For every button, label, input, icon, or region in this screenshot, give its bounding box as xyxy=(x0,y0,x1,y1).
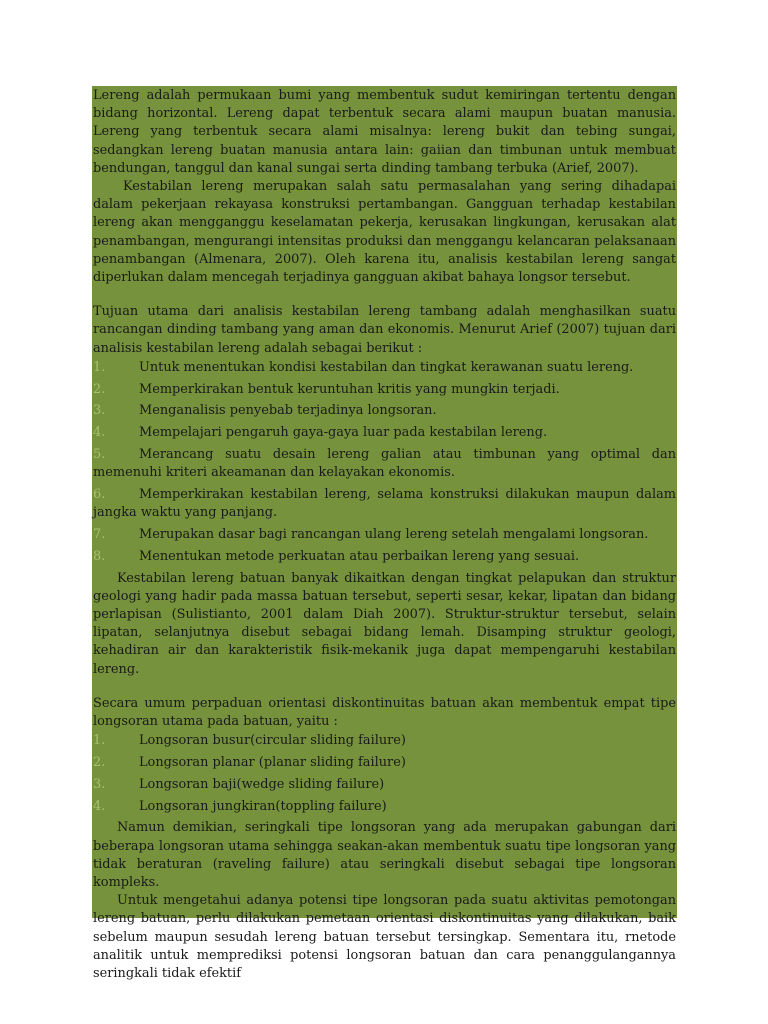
list-item-number: 4. xyxy=(93,425,106,441)
list-item-text: Untuk menentukan kondisi kestabilan dan tingkat kerawanan suatu lereng. xyxy=(139,359,634,375)
list-item-number: 1. xyxy=(93,359,106,375)
paragraph-2: Kestabilan lereng merupakan salah satu permasalahan yang sering dihadapai dalam pekerjaan rekayasa konstruksi pertambangan. Gangguan terhadap kestabilan lereng akan mengganggu keselamatan pekerja, kerusakan lingkungan, kerusakan alat penambangan, mengurangi intensitas produksi dan menggangu kelancaran pelaksanaan penambangan (Almenara, 2007). Oleh karena itu, analisis kestabilan lereng sangat diperlukan dalam mencegah terjadinya gangguan akibat bahaya longsor tersebut. xyxy=(93,179,676,286)
paragraph-6: Namun demikian, seringkali tipe longsoran yang ada merupakan gabungan dari beberapa longsoran utama sehingga seakan-akan membentuk suatu tipe longsoran yang tidak beraturan (raveling failure) atau seringkali disebut sebagai tipe longsoran kompleks. xyxy=(93,820,676,891)
list-item xyxy=(93,381,676,399)
document-body xyxy=(93,87,676,983)
paragraph-7: Untuk mengetahui adanya potensi tipe longsoran pada suatu aktivitas pemotongan lereng batuan, perlu dilakukan pemetaan orientasi diskontinuitas yang dilakukan, baik sebelum maupun sesudah lereng batuan tersebut tersingkap. Sementara itu, rnetode analitik untuk memprediksi potensi longsoran batuan dan cara penanggulangannya seringkali tidak efektif xyxy=(93,893,676,982)
list-item-number: 6. xyxy=(93,487,106,503)
list-item xyxy=(93,402,676,420)
list-item xyxy=(93,359,676,377)
failure-types-list xyxy=(93,732,676,816)
list-item xyxy=(93,526,676,544)
list-item-number: 2. xyxy=(93,755,106,771)
list-item-text: Longsoran jungkiran(toppling failure) xyxy=(139,798,387,814)
list-item-number: 8. xyxy=(93,548,106,564)
list-item xyxy=(93,754,676,772)
document-page xyxy=(92,86,677,982)
list-item-text: Merupakan dasar bagi rancangan ulang lereng setelah mengalami longsoran. xyxy=(139,527,649,543)
list-item xyxy=(93,798,676,816)
list-item xyxy=(93,424,676,442)
list-item xyxy=(93,776,676,794)
list-item-text: Longsoran busur(circular sliding failure) xyxy=(139,733,406,749)
list-item-text: Menganalisis penyebab terjadinya longsoran. xyxy=(139,403,437,419)
list-item-text: Memperkirakan kestabilan lereng, selama konstruksi dilakukan maupun dalam jangka waktu yang panjang. xyxy=(93,487,676,521)
list-item-number: 2. xyxy=(93,381,106,397)
list-item-text: Menentukan metode perkuatan atau perbaikan lereng yang sesuai. xyxy=(139,548,580,564)
list-item xyxy=(93,446,676,482)
list-item-number: 5. xyxy=(93,447,106,463)
list-item xyxy=(93,548,676,566)
list-item-text: Longsoran planar (planar sliding failure) xyxy=(139,755,406,771)
objectives-list xyxy=(93,359,676,566)
list-item-number: 3. xyxy=(93,776,106,792)
paragraph-5: Secara umum perpaduan orientasi diskontinuitas batuan akan membentuk empat tipe longsoran utama pada batuan, yaitu : xyxy=(93,695,676,730)
list-item xyxy=(93,732,676,750)
paragraph-1: Lereng adalah permukaan bumi yang membentuk sudut kemiringan tertentu dengan bidang horizontal. Lereng dapat terbentuk secara alami maupun buatan manusia. Lereng yang terbentuk secara alami misalnya: lereng bukit dan tebing sungai, sedangkan lereng buatan manusia antara lain: gaiian dan timbunan untuk membuat bendungan, tanggul dan kanal sungai serta dinding tambang terbuka (Arief, 2007). xyxy=(93,88,676,176)
list-item-text: Merancang suatu desain lereng galian atau timbunan yang optimal dan memenuhi kriteri akeamanan dan kelayakan ekonomis. xyxy=(93,447,676,481)
list-item-number: 7. xyxy=(93,527,106,543)
paragraph-3: Tujuan utama dari analisis kestabilan lereng tambang adalah menghasilkan suatu rancangan dinding tambang yang aman dan ekonomis. Menurut Arief (2007) tujuan dari analisis kestabilan lereng adalah sebagai berikut : xyxy=(93,304,676,356)
list-item-text: Mempelajari pengaruh gaya-gaya luar pada kestabilan lereng. xyxy=(139,425,548,441)
paragraph-gap xyxy=(93,679,676,695)
list-item-number: 4. xyxy=(93,798,106,814)
list-item-text: Memperkirakan bentuk keruntuhan kritis yang mungkin terjadi. xyxy=(139,381,560,397)
paragraph-gap xyxy=(93,287,676,303)
list-item-text: Longsoran baji(wedge sliding failure) xyxy=(139,776,385,792)
list-item-number: 1. xyxy=(93,733,106,749)
paragraph-4: Kestabilan lereng batuan banyak dikaitkan dengan tingkat pelapukan dan struktur geologi yang hadir pada massa batuan tersebut, seperti sesar, kekar, lipatan dan bidang perlapisan (Sulistianto, 2001 dalam Diah 2007). Struktur-struktur tersebut, selain lipatan, selanjutnya disebut sebagai bidang lemah. Disamping struktur geologi, kehadiran air dan karakteristik fisik-mekanik juga dapat mempengaruhi kestabilan lereng. xyxy=(93,570,676,677)
list-item xyxy=(93,486,676,522)
list-item-number: 3. xyxy=(93,403,106,419)
